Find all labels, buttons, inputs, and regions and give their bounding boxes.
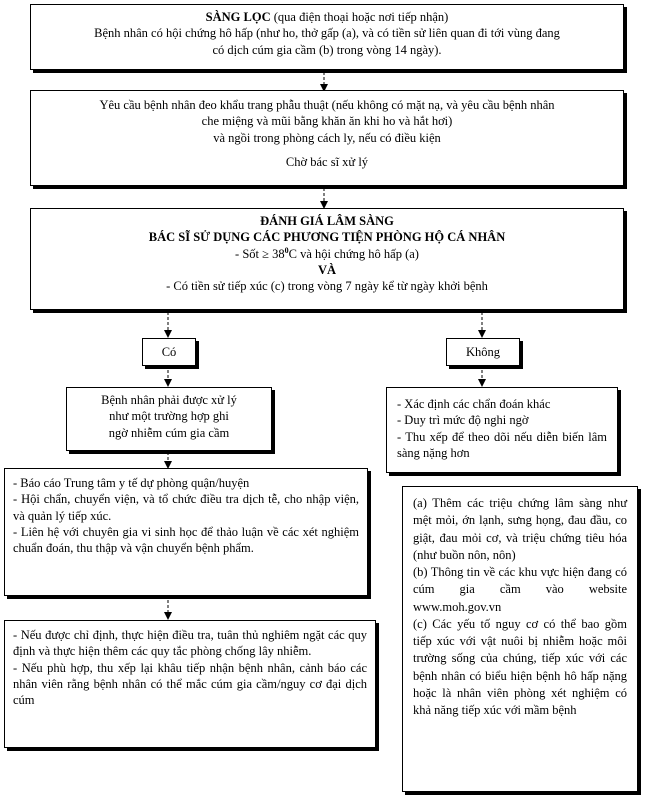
not-suspect-box (386, 387, 618, 473)
not-suspect-item: - Thu xếp để theo dõi nếu diễn biến lâm sàng nặng hơn (397, 429, 607, 460)
screening-line-2: Bệnh nhân có hội chứng hô hấp (như ho, thở gấp (a), và có tiền sử liên quan đi tới vùng đang (94, 26, 560, 41)
screening-title-suffix: (qua điện thoại hoặc nơi tiếp nhận) (270, 10, 449, 24)
report-item: - Báo cáo Trung tâm y tế dự phòng quận/huyện (13, 476, 250, 490)
note-a: (a) Thêm các triệu chứng lâm sàng như mệt mỏi, ớn lạnh, sưng họng, đau đầu, co giật, đau mỏi cơ, và triệu chứng tiêu hóa (như buồn nôn, nôn) (413, 496, 627, 562)
not-suspect-item: - Duy trì mức độ nghi ngờ (397, 413, 529, 428)
suspect-case-box (66, 387, 272, 451)
mask-line-4: Chờ bác sĩ xử lý (285, 154, 369, 169)
clinical-assessment-box (30, 208, 624, 310)
screening-title-line (39, 9, 615, 25)
screening-title: SÀNG LỌC (205, 10, 271, 24)
report-box (4, 468, 368, 596)
fever-text: - Sốt ≥ 38 (235, 246, 285, 261)
investigation-box (4, 620, 376, 748)
clinical-criterion-contact: - Có tiền sử tiếp xúc (c) trong vòng 7 ngày kể từ ngày khởi bệnh (166, 279, 488, 294)
no-label: Không (465, 345, 501, 359)
investigation-item: - Nếu phù hợp, thu xếp lại khâu tiếp nhận bệnh nhân, cảnh báo các nhân viên rằng bệnh nhân có thể mắc cúm gia cầm/nguy cơ đại dịch cúm (13, 660, 367, 707)
clinical-title: ĐÁNH GIÁ LÂM SÀNG (260, 214, 394, 228)
screening-line-3: có dịch cúm gia cầm (b) trong vòng 14 ngày). (212, 42, 442, 57)
clinical-subtitle: BÁC SĨ SỬ DỤNG CÁC PHƯƠNG TIỆN PHÒNG HỘ CÁ NHÂN (148, 230, 506, 245)
report-item: - Hội chẩn, chuyển viện, và tổ chức điều tra dịch tễ, cho nhập viện, và quản lý tiếp xúc. (13, 492, 359, 523)
note-c: (c) Các yếu tố nguy cơ có thể bao gồm tiếp xúc với vật nuôi bị nhiễm hoặc môi trường sống của chúng, tiếp xúc với các bệnh nhân có biểu hiện bệnh hô hấp nặng hoặc là nhân viên phòng xét nghiệm có khả năng tiếp xúc với mầm bệnh (413, 616, 627, 717)
suspect-line-1: Bệnh nhân phải được xử lý (101, 393, 237, 407)
no-box (446, 338, 520, 366)
mask-isolation-box (30, 90, 624, 186)
mask-line-3: và ngồi trong phòng cách ly, nếu có điều kiện (213, 130, 441, 145)
mask-line-1: Yêu cầu bệnh nhân đeo khẩu trang phẫu thuật (nếu không có mặt nạ, và yêu cầu bệnh nhân (99, 98, 555, 112)
notes-box (402, 486, 638, 792)
note-b: (b) Thông tin về các khu vực hiện đang có cúm gia cầm vào website www.moh.gov.vn (413, 565, 627, 614)
investigation-item: - Nếu được chỉ định, thực hiện điều tra, tuân thủ nghiêm ngặt các quy định và thực hiện thêm các quy tắc phòng chống lây nhiễm. (13, 628, 367, 659)
suspect-line-2: như một trường hợp ghi (109, 409, 229, 424)
clinical-criterion-fever (41, 246, 613, 262)
not-suspect-item: - Xác định các chẩn đoán khác (397, 397, 551, 411)
fever-text-post: C và hội chứng hô hấp (a) (288, 246, 419, 261)
clinical-and: VÀ (317, 262, 337, 277)
yes-box (142, 338, 196, 366)
mask-line-2: che miệng và mũi bằng khăn ăn khi ho và hắt hơi) (201, 114, 453, 129)
screening-box (30, 4, 624, 70)
report-item: - Liên hệ với chuyên gia vi sinh học để thảo luận về các xét nghiệm chuẩn đoán, thu thập và vận chuyển bệnh phẩm. (13, 524, 359, 555)
yes-label: Có (161, 345, 177, 359)
suspect-line-3: ngờ nhiễm cúm gia cầm (108, 425, 230, 440)
fever-superscript: 0 (284, 245, 289, 255)
